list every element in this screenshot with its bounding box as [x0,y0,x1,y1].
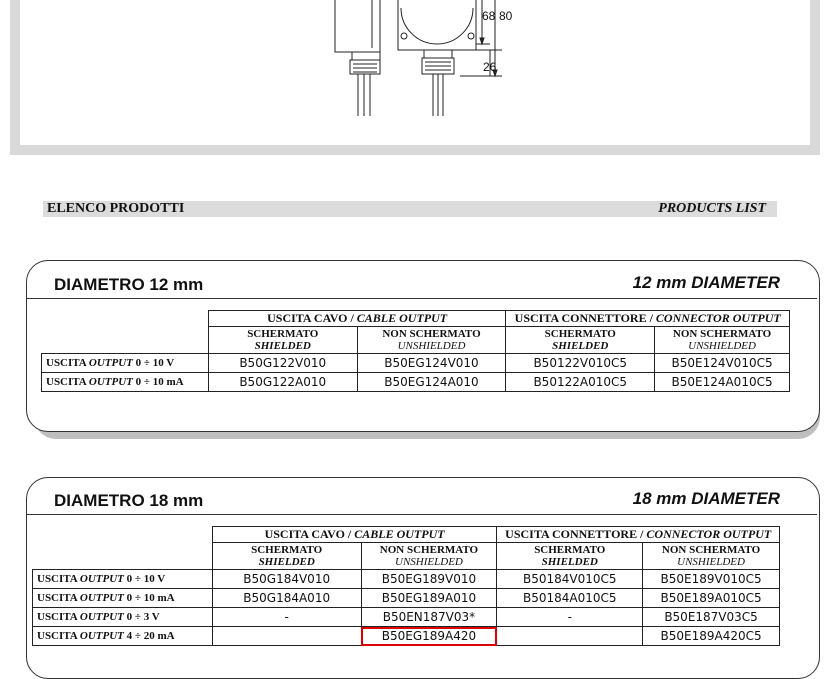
row-label: USCITA OUTPUT 0 ÷ 10 mA [33,589,213,608]
panel-18-title-en: 18 mm DIAMETER [632,489,780,508]
code-cell: B50EN187V03* [361,608,497,627]
table-row [33,627,780,646]
code-cell: B50122A010C5 [506,373,655,392]
code-cell: B50EG189A010 [361,589,497,608]
header-shielded: SCHERMATO SHIELDED [497,543,643,570]
table-12mm [41,310,790,392]
header-shielded: SCHERMATO SHIELDED [208,327,357,354]
row-label: USCITA OUTPUT 0 ÷ 10 V [42,354,209,373]
products-list-title-en: PRODUCTS LIST [658,201,766,216]
code-cell: B50E124V010C5 [655,354,790,373]
dimension-68: 68 [482,9,496,23]
row-label: USCITA OUTPUT 0 ÷ 10 mA [42,373,209,392]
table-row [33,570,780,589]
code-cell: B50G184V010 [212,570,361,589]
code-cell: B50EG124A010 [357,373,506,392]
code-cell [497,627,643,646]
header-unshielded: NON SCHERMATO UNSHIELDED [655,327,790,354]
code-cell: B50122V010C5 [506,354,655,373]
table-corner [33,527,213,570]
code-cell: B50E189A010C5 [643,589,780,608]
code-cell: B50G184A010 [212,589,361,608]
header-connector-output: USCITA CONNETTORE / CONNECTOR OUTPUT [497,527,780,543]
row-label: USCITA OUTPUT 0 ÷ 3 V [33,608,213,627]
code-cell: B50E187V03C5 [643,608,780,627]
drawing-area [20,0,810,145]
header-cable-output: USCITA CAVO / CABLE OUTPUT [212,527,497,543]
code-cell: B50G122V010 [208,354,357,373]
header-unshielded: NON SCHERMATO UNSHIELDED [357,327,506,354]
dimension-80: 80 [499,9,513,23]
table-row [33,589,780,608]
code-cell: B50E189A420C5 [643,627,780,646]
header-unshielded: NON SCHERMATO UNSHIELDED [361,543,497,570]
code-cell: B50E189V010C5 [643,570,780,589]
code-cell-highlighted: B50EG189A420 [361,627,497,646]
panel-12-title-en: 12 mm DIAMETER [632,273,780,292]
code-cell: - [212,608,361,627]
panel-12-divider [27,298,817,299]
table-corner [42,311,209,354]
header-shielded: SCHERMATO SHIELDED [506,327,655,354]
code-cell: B50G122A010 [208,373,357,392]
table-row [42,373,790,392]
header-shielded: SCHERMATO SHIELDED [212,543,361,570]
table-18mm [32,526,780,646]
table-row [33,608,780,627]
sensor-drawing [20,0,810,145]
header-unshielded: NON SCHERMATO UNSHIELDED [643,543,780,570]
products-list-title-it: ELENCO PRODOTTI [47,201,185,216]
row-label: USCITA OUTPUT 4 ÷ 20 mA [33,627,213,646]
code-cell: - [497,608,643,627]
code-cell: B50EG189V010 [361,570,497,589]
code-cell: B50EG124V010 [357,354,506,373]
header-cable-output: USCITA CAVO / CABLE OUTPUT [208,311,505,327]
panel-12-title-it: DIAMETRO 12 mm [54,275,204,294]
code-cell: B50E124A010C5 [655,373,790,392]
code-cell: B50184A010C5 [497,589,643,608]
code-cell [212,627,361,646]
panel-18-divider [27,514,817,515]
row-label: USCITA OUTPUT 0 ÷ 10 V [33,570,213,589]
panel-18-title-it: DIAMETRO 18 mm [54,491,204,510]
code-cell: B50184V010C5 [497,570,643,589]
header-connector-output: USCITA CONNETTORE / CONNECTOR OUTPUT [506,311,790,327]
table-row [42,354,790,373]
dimension-26: 26 [483,60,497,74]
